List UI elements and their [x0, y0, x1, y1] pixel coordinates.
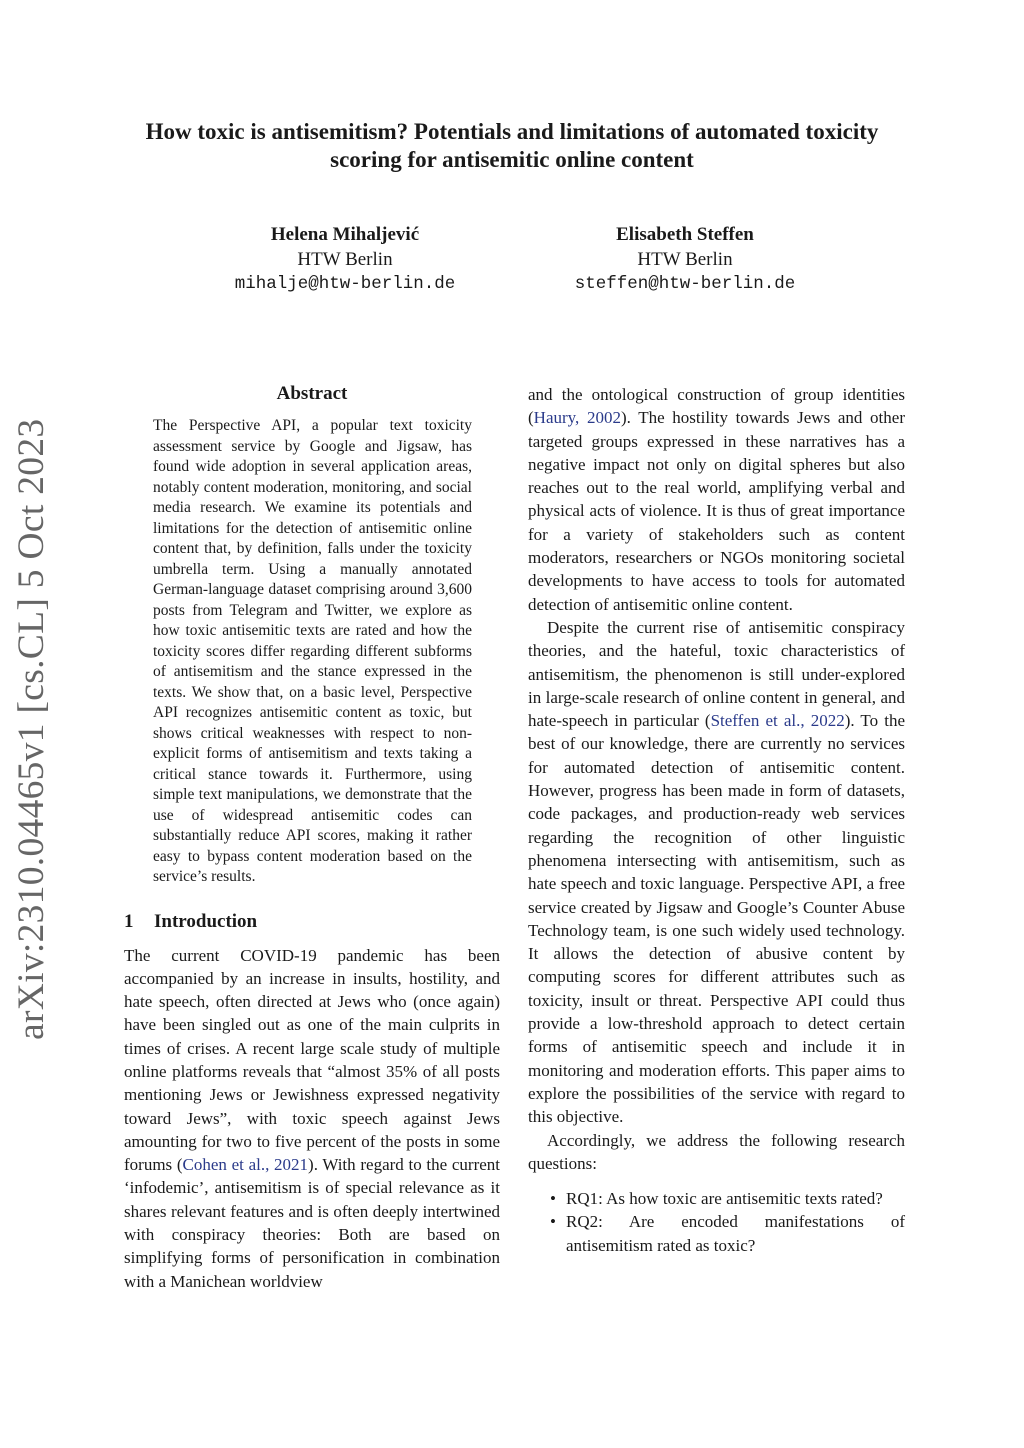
- author-block-2: [520, 223, 850, 297]
- section-title: Introduction: [154, 910, 258, 932]
- section-number: 1: [124, 910, 134, 932]
- text-run: and the ontological construction of group identities (: [528, 385, 905, 428]
- list-item-text: RQ1: As how toxic are antisemitic texts rated?: [566, 1189, 883, 1209]
- text-run: ). With regard to the current ‘infodemic’, antisemitism is of special relevance as it shares relevant features and is often deeply intertwined with conspiracy theories: Both are based on simplifying forms of personification in combination with a Manichean worldview: [124, 1155, 500, 1291]
- bullet-icon: •: [550, 1212, 556, 1232]
- text-run: ). The hostility towards Jews and other targeted groups expressed in these narratives has a negative impact not only on digital spheres but also reaches out to the real world, amplifying verbal and physical acts of violence. It is thus of great importance for a variety of stakeholders such as content moderators, researchers or NGOs monitoring societal developments to have access to tools for automated detection of antisemitic online content.: [528, 408, 905, 614]
- author-name: Elisabeth Steffen: [616, 224, 754, 245]
- intro-paragraph-3: Accordingly, we address the following research questions:: [528, 1130, 905, 1173]
- author-affiliation: HTW Berlin: [637, 248, 733, 270]
- citation-link[interactable]: Cohen et al., 2021: [182, 1155, 309, 1175]
- list-item-text: RQ2: Are encoded manifestations of antisemitism rated as toxic?: [566, 1212, 905, 1255]
- abstract-text: The Perspective API, a popular text toxicity assessment service by Google and Jigsaw, has found wide adoption in several application areas, notably content moderation, monitoring, and social media research. We examine its potentials and limitations for the detection of antisemitic online content that, by definition, falls under the toxicity umbrella term. Using a manually annotated German-language dataset comprising around 3,600 posts from Telegram and Twitter, we explore as how toxic antisemitic texts are rated and how the toxicity scores differ regarding different subforms of antisemitism and the stance expressed in the texts. We show that, on a basic level, Perspective API recognizes antisemitic content as toxic, but shows critical weaknesses with respect to non-explicit forms of antisemitism and texts taking a critical stance towards it. Furthermore, using simple text manipulations, we demonstrate that the use of widespread antisemitic codes can substantially reduce API scores, making it rather easy to bypass content moderation based on the service’s results.: [153, 417, 472, 885]
- right-column: [528, 383, 905, 1257]
- list-item: [528, 1187, 905, 1210]
- author-email: steffen@htw-berlin.de: [574, 274, 796, 294]
- section-heading-introduction: [124, 910, 500, 934]
- intro-paragraph-1-continued: [528, 383, 905, 616]
- intro-paragraph-2: [528, 616, 905, 1129]
- paper-title: How toxic is antisemitism? Potentials and limitations of automated toxicity scoring for antisemitic online content: [145, 119, 879, 172]
- list-item: [528, 1210, 905, 1257]
- text-run: ). To the best of our knowledge, there are currently no services for automated detection of antisemitic content. However, progress has been made in form of datasets, code packages, and production-ready web services regarding the recognition of other linguistic phenomena intersecting with antisemitism, such as hate speech and toxic language. Perspective API, a free service created by Jigsaw and Google’s Counter Abuse Technology team, is one such widely used technology. It allows the detection of abusive content by computing scores for different attributes such as toxicity, insult or threat. Perspective API could thus provide a low-threshold approach to detect certain forms of antisemitic speech and include it in monitoring and moderation efforts. This paper aims to explore the possibilities of the service with regard to this objective.: [528, 711, 905, 1127]
- bullet-icon: •: [550, 1189, 556, 1209]
- author-email: mihalje@htw-berlin.de: [234, 274, 456, 294]
- arxiv-identifier: arXiv:2310.04465v1 [cs.CL] 5 Oct 2023: [11, 418, 52, 1040]
- author-block-1: [180, 223, 510, 297]
- author-affiliation: HTW Berlin: [297, 248, 393, 270]
- author-name: Helena Mihaljević: [270, 224, 420, 245]
- text-run: Despite the current rise of antisemitic conspiracy theories, and the hateful, toxic characteristics of antisemitism, the phenomenon is still under-explored in large-scale research of online content in general, and hate-speech in particular (: [528, 617, 905, 731]
- left-column: [124, 380, 500, 1293]
- abstract-heading: Abstract: [276, 383, 348, 404]
- citation-link[interactable]: Haury, 2002: [533, 408, 621, 428]
- intro-paragraph-1: [124, 944, 500, 1293]
- citation-link[interactable]: Steffen et al., 2022: [710, 711, 845, 731]
- research-questions-list: [528, 1187, 905, 1257]
- text-run: The current COVID-19 pandemic has been accompanied by an increase in insults, hostility, and hate speech, often directed at Jews who (once again) have been singled out as one of the main culprits in times of crises. A recent large scale study of multiple online platforms reveals that “almost 35% of all posts mentioning Jews or Jewishness expressed negativity toward Jews”, with toxic speech against Jews amounting for two to five percent of the posts in some forums (: [124, 945, 500, 1175]
